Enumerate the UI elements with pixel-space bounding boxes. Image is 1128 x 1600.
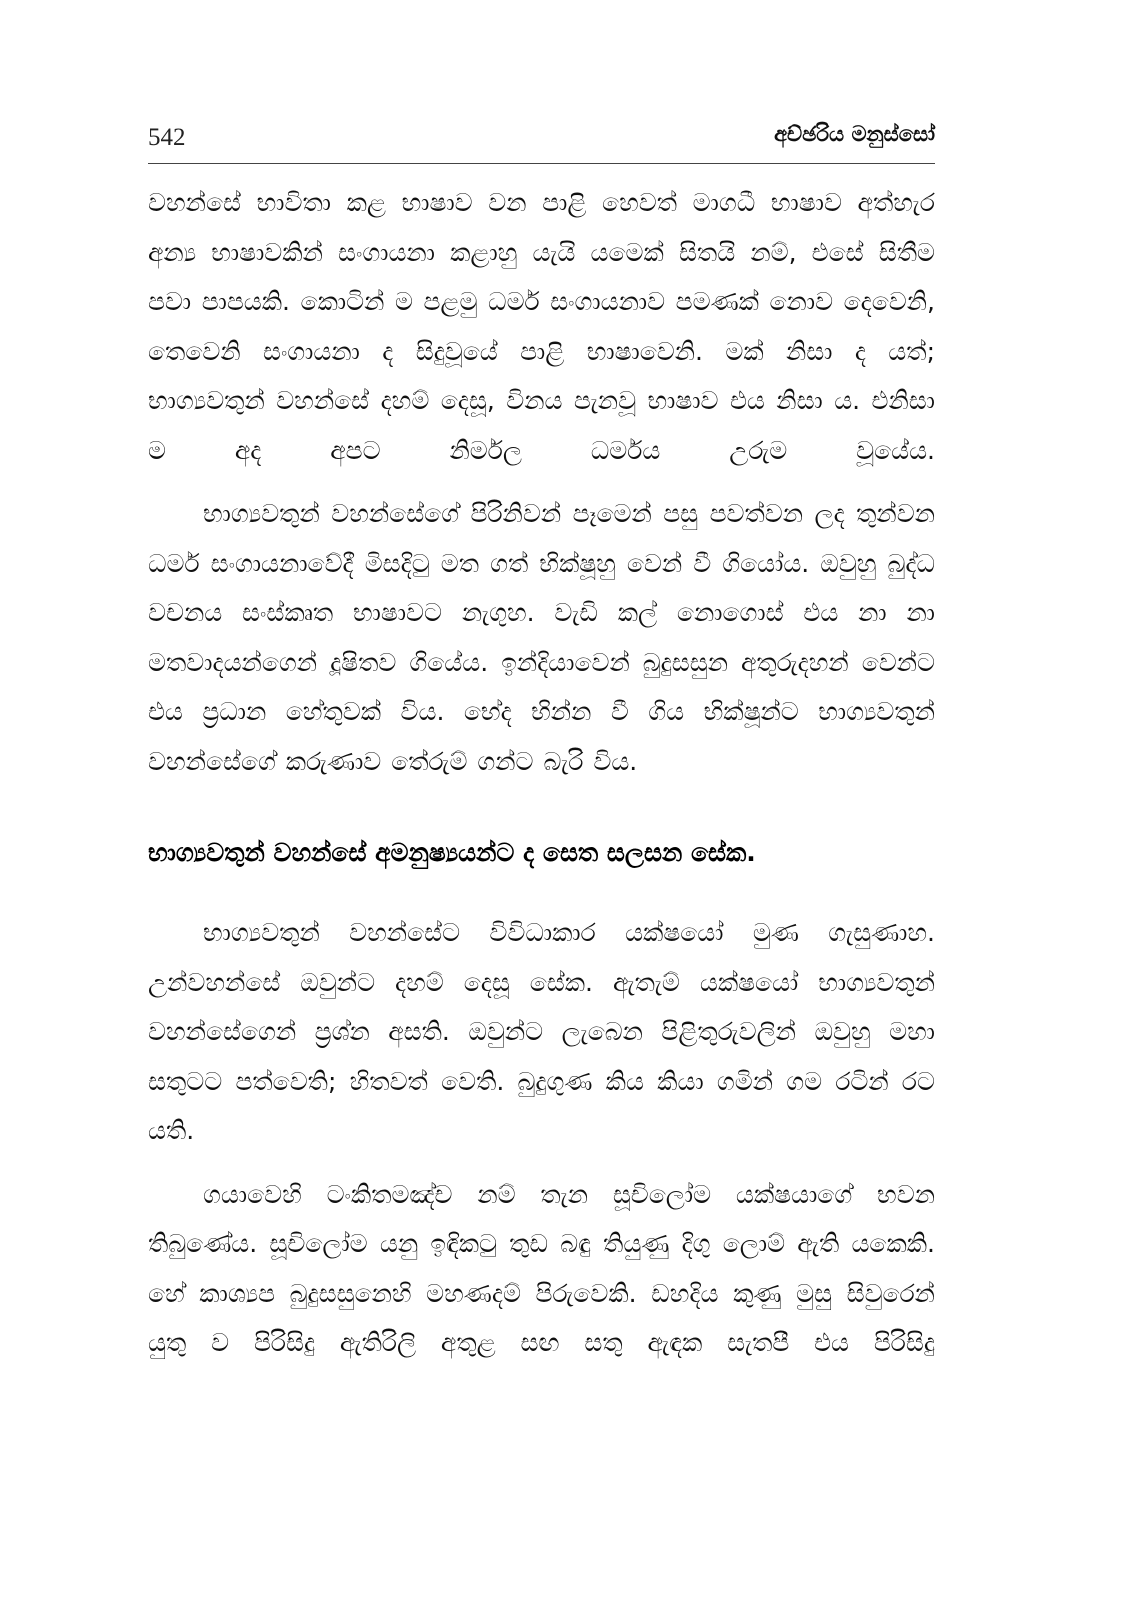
paragraph-1: වහන්සේ භාවිතා කළ භාෂාව වන පාළි හෙවත් මාගධී භාෂාව අත්හැර අන්‍ය භාෂාවකින් සංගායනා කළාහු යැයි යමෙක් සිතයි නම්, එසේ සිතීම පවා පාපයකි. කොටින් ම පළමු ධර්ම සංගායනාව පමණක් නොව දෙවෙනි, තෙවෙනි සංගායනා ද සිදුවූයේ පාළි භාෂාවෙනි. මක් නිසා ද යත්; භාග්‍යවතුන් වහන්සේ දහම් දෙසූ, විනය පැනවූ භාෂාව එය නිසා ය. එනිසා ම අද අපට නිර්මල ධර්මය උරුම වූයේය. — [148, 188, 935, 465]
page-header — [148, 118, 935, 162]
section-heading: භාග්‍යවතුන් වහන්සේ අමනුෂ්‍යයන්ට ද සෙත සලසන සේක. — [148, 838, 756, 867]
page-number: 542 — [148, 124, 186, 151]
header-divider — [148, 163, 935, 164]
running-title: අච්ඡරිය මනුස්සෝ — [774, 122, 935, 146]
paragraph-3: භාග්‍යවතුන් වහන්සේට විවිධාකාර යක්ෂයෝ මුණ ගැසුණාහ. උන්වහන්සේ ඔවුන්ට දහම් දෙසූ සේක. ඇතැම් යක්ෂයෝ භාග්‍යවතුන් වහන්සේගෙන් ප්‍රශ්න අසති. ඔවුන්ට ලැබෙන පිළිතුරුවලින් ඔවුහු මහා සතුටට පත්වෙති; හිතවත් වෙති. බුදුගුණ කිය කියා ගමින් ගම රටින් රට යති. — [148, 918, 935, 1145]
paragraph-2: භාග්‍යවතුන් වහන්සේගේ පිරිනිවන් පෑමෙන් පසු පවත්වන ලද තුන්වන ධර්ම සංගායනාවේදී මිසදිටු මත ගත් භික්ෂූහු වෙන් වී ගියෝය. ඔවුහු බුද්ධ වචනය සංස්කෘත භාෂාවට නැගුහ. වැඩි කල් නොගොස් එය නා නා මතවාදයන්ගෙන් දූෂිතව ගියේය. ඉන්දියාවෙන් බුදුසසුන අතුරුදහන් වෙන්ට එය ප්‍රධාන හේතුවක් විය. භේද භින්න වී ගිය භික්ෂූන්ට භාග්‍යවතුන් වහන්සේගේ කරුණාව තේරුම් ගන්ට බැරි විය. — [148, 499, 935, 776]
paragraph-4: ගයාවෙහි ටංකිතමඤ්ච නම් තැන සූචිලෝම යක්ෂයාගේ භවන තිබුණේය. සූචිලෝම යනු ඉඳිකටු තුඩ බඳු තියුණු දිගු ලොම් ඇති යකෙකි. හේ කාශ්‍යප බුදුසසුනෙහි මහණදම් පිරුවෙකි. ඩහදිය කුණු මුසු සිවුරෙන් යුතු ව පිරිසිදු ඇතිරිලි අතුළ සඟ සතු ඇඳක සැතපී එය පිරිසිදු — [148, 1179, 935, 1357]
page-body — [148, 178, 935, 1368]
